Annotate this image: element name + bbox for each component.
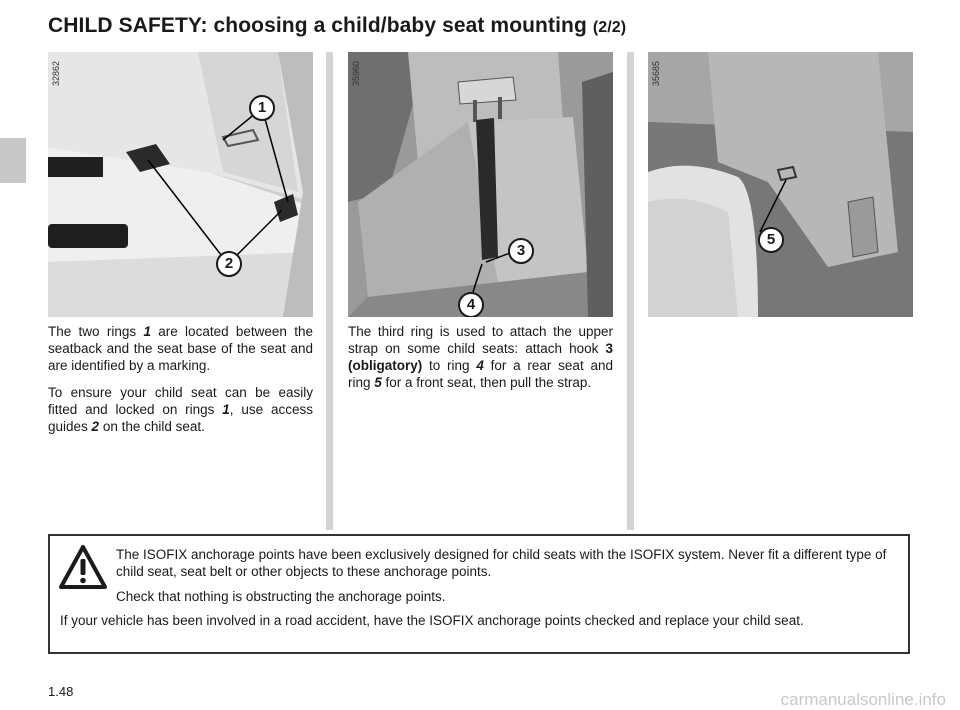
ref-number: 4 <box>476 358 484 373</box>
warning-text-accident: If your vehicle has been involved in a road accident, have the ISOFIX anchorage points checked and replace your child seat. <box>60 613 804 628</box>
text-run: The third ring is used to attach the upper strap on some child seats: attach hook <box>348 324 613 356</box>
photo-floor-ring <box>648 52 913 317</box>
warning-text-check: Check that nothing is obstructing the anchorage points. <box>116 589 446 604</box>
column-1-text <box>48 323 313 445</box>
callout-1: 1 <box>249 95 275 121</box>
page-number: 1.48 <box>48 684 74 699</box>
text-run: are located between the seatback and the seat base of the seat and are identified by a marking. <box>48 324 313 373</box>
callout-5: 5 <box>758 227 784 253</box>
floor-illustration <box>648 52 913 317</box>
text-run: for a front seat, then pull the strap. <box>381 375 592 390</box>
section-tab <box>0 138 26 183</box>
photo-ref-number: 35685 <box>651 60 661 86</box>
seat-illustration <box>48 52 313 317</box>
ref-number: 5 <box>374 375 382 390</box>
column-divider-2 <box>627 52 634 530</box>
warning-text-isofix: The ISOFIX anchorage points have been exclusively designed for child seats with the ISOFIX system. Never fit a different type of child seat, seat belt or other objects to these anchorage points. <box>116 547 887 579</box>
text-run: for a rear seat and ring <box>348 358 613 390</box>
title-main: CHILD SAFETY: choosing a child/baby seat mounting <box>48 14 593 37</box>
page-title <box>48 14 626 38</box>
watermark: carmanualsonline.info <box>780 690 946 709</box>
text-run: The two rings <box>48 324 144 339</box>
paragraph-third-ring <box>348 323 613 391</box>
callout-3: 3 <box>508 238 534 264</box>
callout-2: 2 <box>216 251 242 277</box>
callout-4: 4 <box>458 292 484 317</box>
text-run: To ensure your child seat can be easily fitted and locked on rings <box>48 385 313 417</box>
paragraph-guides <box>48 384 313 435</box>
title-part: (2/2) <box>592 19 627 36</box>
ref-number: 1 <box>222 402 230 417</box>
boot-illustration <box>348 52 613 317</box>
emphasis: 3 (obligatory) <box>348 341 613 373</box>
column-2-text <box>348 323 613 401</box>
warning-triangle-icon <box>58 544 108 590</box>
text-run: , use access guides <box>48 402 313 434</box>
column-divider-1 <box>326 52 333 530</box>
ref-number: 2 <box>91 419 100 434</box>
photo-boot-strap <box>348 52 613 317</box>
warning-box <box>48 534 910 654</box>
photo-ref-number: 35960 <box>351 60 361 86</box>
paragraph-rings <box>48 323 313 374</box>
photo-ref-number: 32862 <box>51 60 61 86</box>
ref-number: 1 <box>143 324 151 339</box>
photo-seat-rings <box>48 52 313 317</box>
text-run: on the child seat. <box>99 419 205 434</box>
text-run: to ring <box>422 358 477 373</box>
